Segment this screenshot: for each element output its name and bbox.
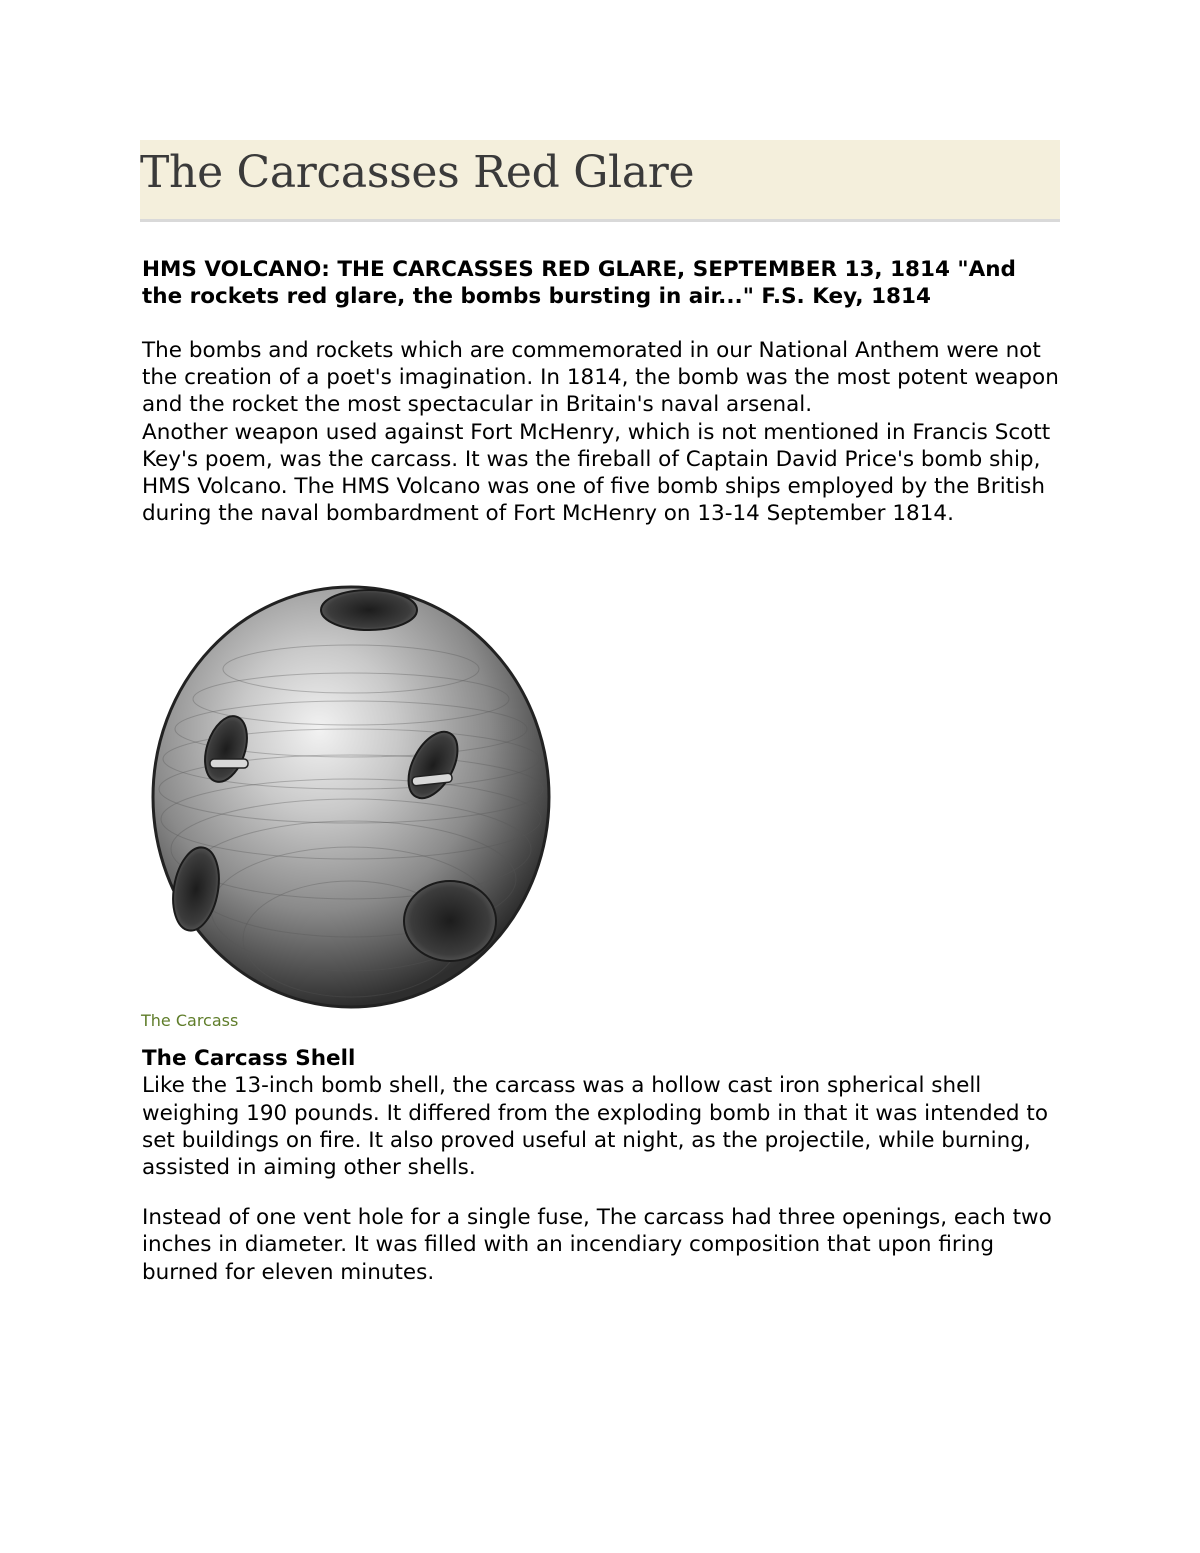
intro-paragraph: The bombs and rockets which are commemorated in our National Anthem were not the creation of a poet's imagination. In 1814, the bomb was the most potent weapon and the rocket the most spectacular in Britain's naval arsenal. [142, 338, 1059, 418]
title-banner [140, 140, 1060, 222]
section-body [142, 1072, 1060, 1285]
page-title: The Carcasses Red Glare [140, 147, 695, 198]
section-paragraph: Like the 13-inch bomb shell, the carcass was a hollow cast iron spherical shell weighing 190 pounds. It differed from the exploding bomb in that it was intended to set buildings on fire. It also proved useful at night, as the projectile, while burning, assisted in aiming other shells. [142, 1073, 1049, 1181]
section-paragraph: Instead of one vent hole for a single fuse, The carcass had three openings, each two inches in diameter. It was filled with an incendiary composition that upon firing burned for eleven minutes. [142, 1205, 1052, 1285]
figure-caption: The Carcass [141, 1011, 239, 1031]
intro-paragraph: Another weapon used against Fort McHenry, which is not mentioned in Francis Scott Key's poem, was the carcass. It was the fireball of Captain David Price's bomb ship, HMS Volcano. The HMS Volcano was one of five bomb ships employed by the British during the naval bombardment of Fort McHenry on 13-14 September 1814. [142, 419, 1051, 527]
intro-body [142, 337, 1060, 527]
carcass-shell-image [148, 579, 560, 1011]
intro-heading: HMS VOLCANO: THE CARCASSES RED GLARE, SEPTEMBER 13, 1814 "And the rockets red glare, the bombs bursting in air..." F.S. Key, 1814 [142, 257, 1016, 309]
section-heading: The Carcass Shell [142, 1046, 356, 1072]
carcass-shell-illustration [148, 579, 560, 1011]
document-page [140, 140, 1060, 1286]
